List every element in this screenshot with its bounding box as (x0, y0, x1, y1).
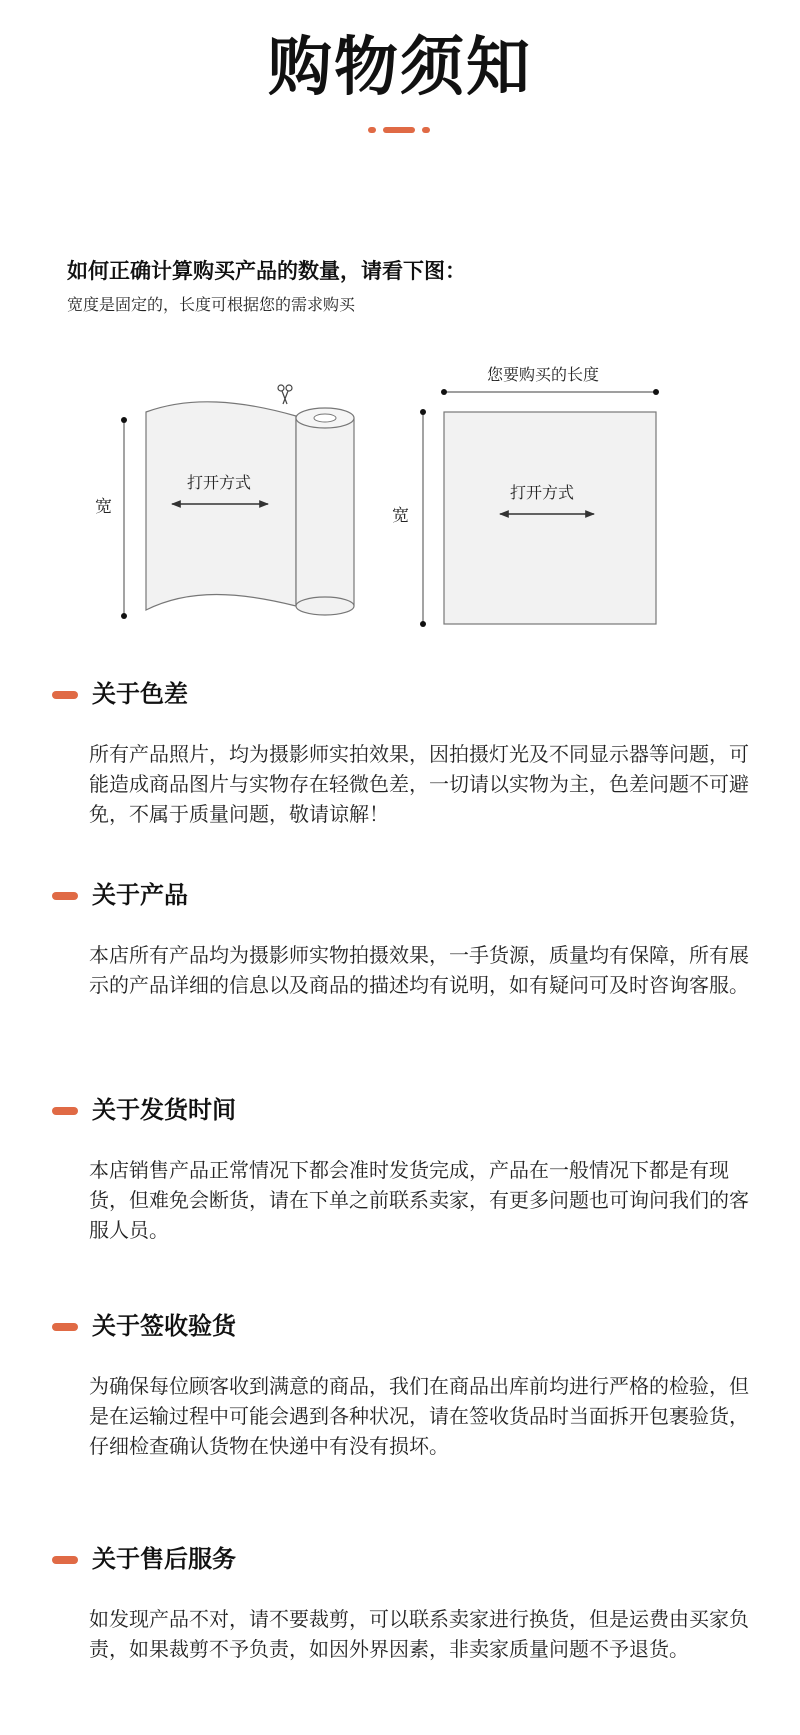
roll-width-dot-bottom (121, 613, 127, 619)
heading-accent-bar (52, 1323, 78, 1331)
intro-question: 如何正确计算购买产品的数量，请看下图： (67, 259, 466, 283)
section-body-receipt-inspection: 为确保每位顾客收到满意的商品，我们在商品出库前均进行严格的检验，但是在运输过程中可能会遇到各种状况，请在签收货品时当面拆开包裹验货，仔细检查确认货物在快递中有没有损坏。 (89, 1374, 749, 1458)
intro-subtitle: 宽度是固定的，长度可根据您的需求购买 (67, 295, 356, 314)
heading-accent-bar (52, 892, 78, 900)
section-heading-label: 关于产品 (92, 881, 188, 909)
fabric-roll-diagram (95, 385, 354, 619)
sheet-width-dot-top (420, 409, 426, 415)
roll-bottom (296, 597, 354, 615)
sheet-width-dot-bottom (420, 621, 426, 627)
sheet-rect (444, 412, 656, 624)
title-deco-dot-left (368, 127, 376, 133)
sheet-length-label: 您要购买的长度 (487, 365, 600, 384)
section-heading-label: 关于发货时间 (92, 1096, 236, 1124)
section-heading-label: 关于售后服务 (92, 1545, 236, 1573)
section-body-color-difference: 所有产品照片，均为摄影师实拍效果，因拍摄灯光及不同显示器等问题，可能造成商品图片与实物存在轻微色差，一切请以实物为主，色差问题不可避免，不属于质量问题，敬请谅解！ (89, 742, 749, 826)
sheet-length-dot-right (653, 389, 659, 395)
section-heading-label: 关于签收验货 (92, 1312, 236, 1340)
purchase-diagram (0, 352, 800, 642)
section-body-product: 本店所有产品均为摄影师实物拍摄效果，一手货源，质量均有保障，所有展示的产品详细的信息以及商品的描述均有说明，如有疑问可及时咨询客服。 (89, 943, 749, 997)
scissors-icon (278, 385, 292, 404)
roll-body (296, 416, 354, 606)
title-decoration (0, 126, 800, 136)
section-body-shipping-time: 本店销售产品正常情况下都会准时发货完成，产品在一般情况下都是有现货，但难免会断货，请在下单之前联系卖家，有更多问题也可询问我们的客服人员。 (89, 1158, 749, 1242)
roll-open-label: 打开方式 (187, 473, 252, 492)
fabric-sheet-diagram (392, 365, 659, 627)
heading-accent-bar (52, 1107, 78, 1115)
page-title: 购物须知 (268, 31, 532, 105)
sheet-length-dot-left (441, 389, 447, 395)
section-heading-label: 关于色差 (92, 680, 188, 708)
roll-core (314, 414, 336, 422)
fabric-sheet-shape (146, 402, 296, 610)
title-deco-bar (383, 127, 415, 133)
heading-accent-bar (52, 691, 78, 699)
roll-width-dot-top (121, 417, 127, 423)
title-deco-dot-right (422, 127, 430, 133)
section-body-after-sales: 如发现产品不对，请不要裁剪，可以联系卖家进行换货，但是运费由买家负责，如果裁剪不予负责，如因外界因素，非卖家质量问题不予退货。 (89, 1607, 749, 1661)
roll-width-label: 宽 (95, 497, 112, 517)
sheet-open-label: 打开方式 (510, 483, 575, 502)
heading-accent-bar (52, 1556, 78, 1564)
sheet-width-label: 宽 (392, 506, 409, 526)
